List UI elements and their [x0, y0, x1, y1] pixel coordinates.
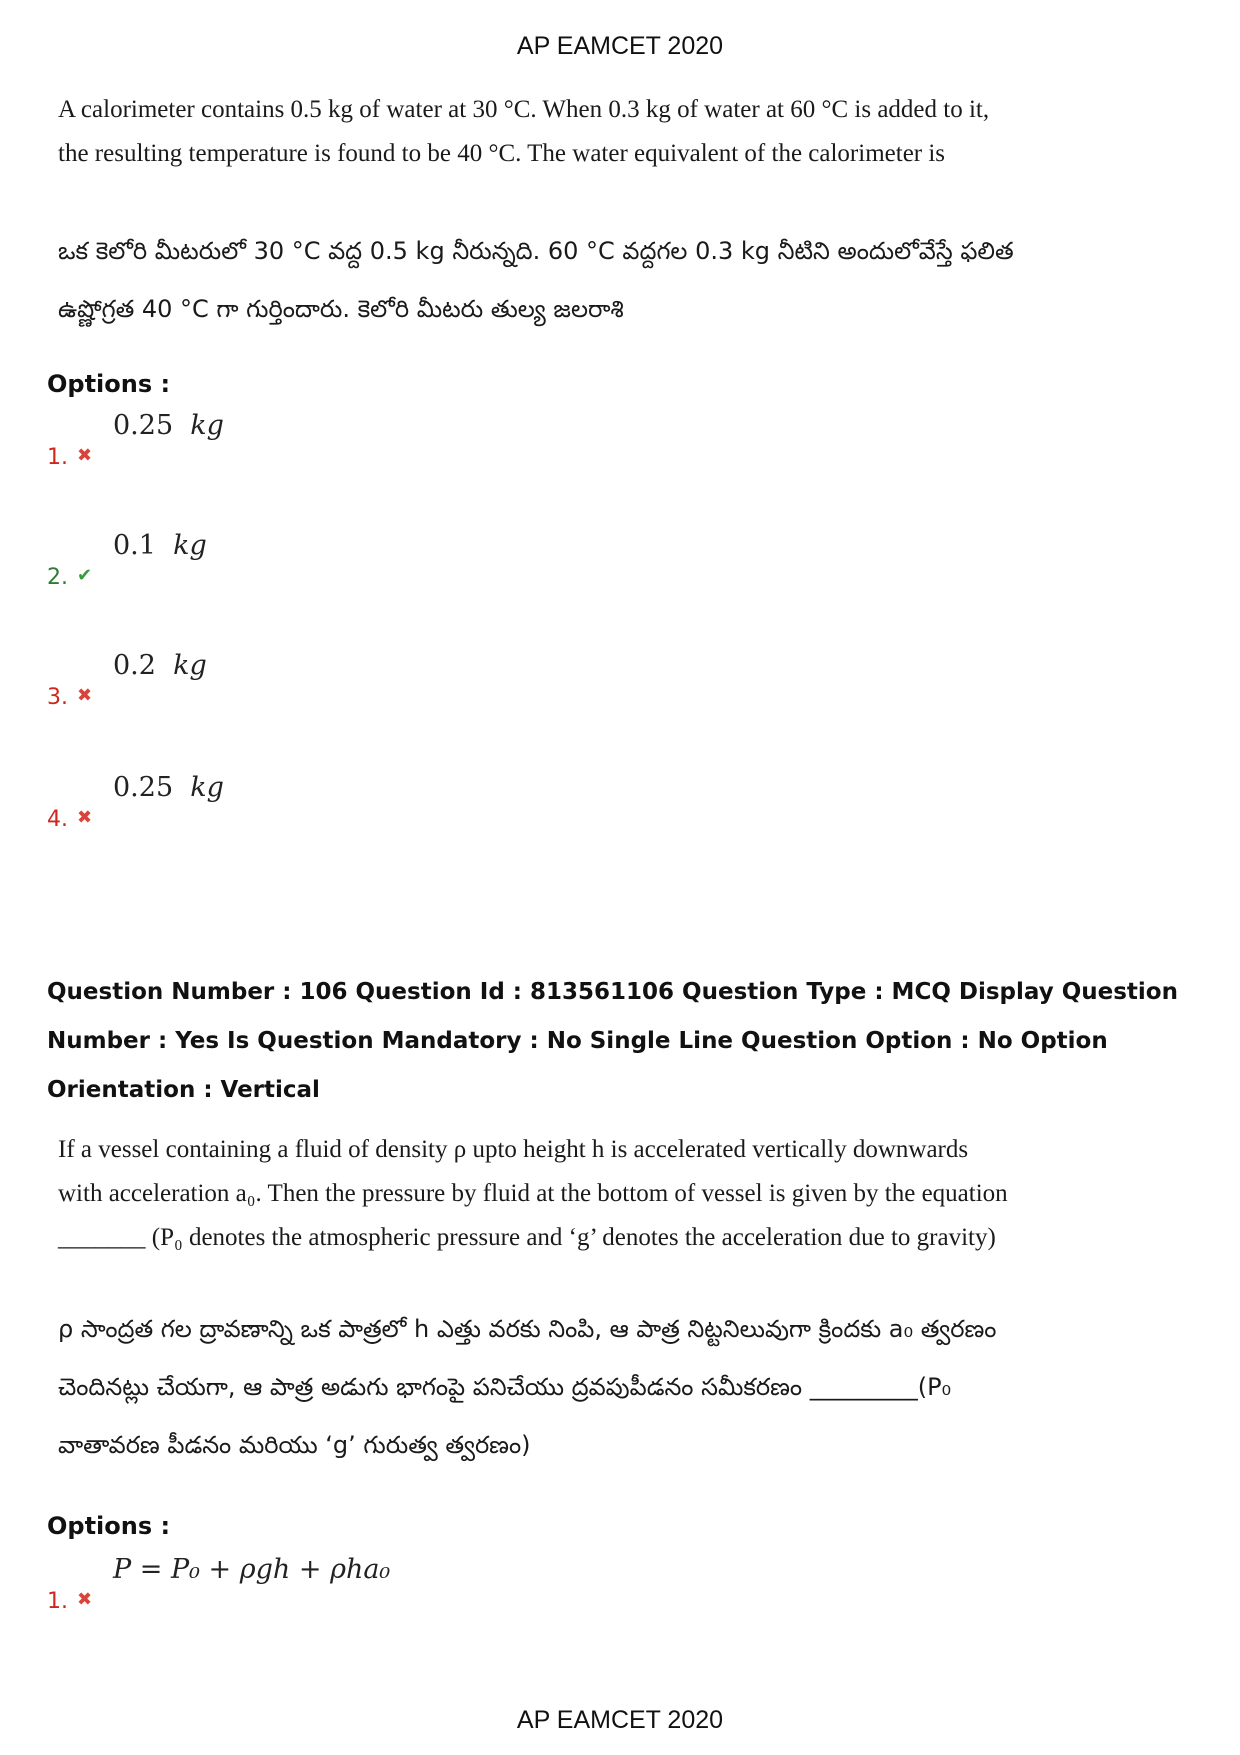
meta-line: Number : Yes Is Question Mandatory : No Single Line Question Option : No Option [47, 1028, 1108, 1054]
option-number: 3. [47, 685, 68, 710]
option-number: 4. [47, 807, 68, 832]
question-line: If a vessel containing a fluid of density ρ upto height h is accelerated vertically downwards [58, 1136, 969, 1163]
option-number: 1. [47, 445, 68, 470]
wrong-mark-icon: ✖ [77, 685, 93, 706]
page-header: AP EAMCET 2020 [516, 32, 724, 60]
wrong-mark-icon: ✖ [77, 807, 93, 828]
option-1[interactable] [47, 1554, 747, 1614]
page-footer: AP EAMCET 2020 [516, 1706, 724, 1734]
option-1[interactable] [47, 410, 547, 470]
option-value: 0.25 kg [113, 772, 224, 803]
option-value: 0.1 kg [113, 530, 207, 561]
question-105-text-telugu [58, 222, 1014, 338]
wrong-mark-icon: ✖ [77, 1589, 93, 1610]
question-line: చెందినట్లు చేయగా, ఆ పాత్ర అడుగు భాగంపై పనిచేయు ద్రవపుపీడనం సమీకరణం _________(P₀ [58, 1373, 952, 1401]
question-line: ఉష్ణోగ్రత 40 °C గా గుర్తిందారు. కెలోరి మీటరు తుల్య జలరాశి [58, 295, 624, 323]
question-105-text-english [58, 88, 989, 176]
question-line: A calorimeter contains 0.5 kg of water at 30 °C. When 0.3 kg of water at 60 °C is added to it, [58, 96, 990, 123]
question-106-text-telugu [58, 1300, 996, 1474]
question-line: ఒక కెలోరి మీటరులో 30 °C వద్ద 0.5 kg నీరున్నది. 60 °C వద్దగల 0.3 kg నీటిని అందులోవేస్తే ఫలిత [58, 237, 1014, 265]
option-number: 1. [47, 1589, 68, 1614]
question-106-text-english [58, 1128, 1008, 1260]
wrong-mark-icon: ✖ [77, 445, 93, 466]
question-106-meta [47, 968, 1197, 1115]
question-line: ρ సాంద్రత గల ద్రావణాన్ని ఒక పాత్రలో h ఎత్తు వరకు నింపి, ఆ పాత్ర నిట్టనిలువుగా క్రిందకు a₀ త్వరణం [58, 1315, 997, 1343]
options-label: Options : [47, 1512, 171, 1540]
meta-line: Question Number : 106 Question Id : 813561106 Question Type : MCQ Display Question [47, 979, 1178, 1005]
option-number: 2. [47, 565, 68, 590]
option-value: 0.2 kg [113, 650, 207, 681]
question-line: the resulting temperature is found to be 40 °C. The water equivalent of the calorimeter is [58, 140, 946, 167]
correct-mark-icon: ✔ [77, 565, 93, 586]
question-line: వాతావరణ పీడనం మరియు ‘g’ గురుత్వ త్వరణం) [58, 1431, 531, 1459]
option-3[interactable] [47, 650, 547, 710]
options-label: Options : [47, 370, 171, 398]
question-line: _______ (P₀ denotes the atmospheric pressure and ‘g’ denotes the acceleration due to gravity) [58, 1224, 996, 1251]
option-value: 0.25 kg [113, 410, 224, 441]
option-4[interactable] [47, 772, 547, 832]
question-line: with acceleration a₀. Then the pressure by fluid at the bottom of vessel is given by the equation [58, 1180, 1008, 1207]
option-2[interactable] [47, 530, 547, 590]
meta-line: Orientation : Vertical [47, 1077, 320, 1103]
option-value: P = P₀ + ρgh + ρha₀ [113, 1554, 391, 1585]
